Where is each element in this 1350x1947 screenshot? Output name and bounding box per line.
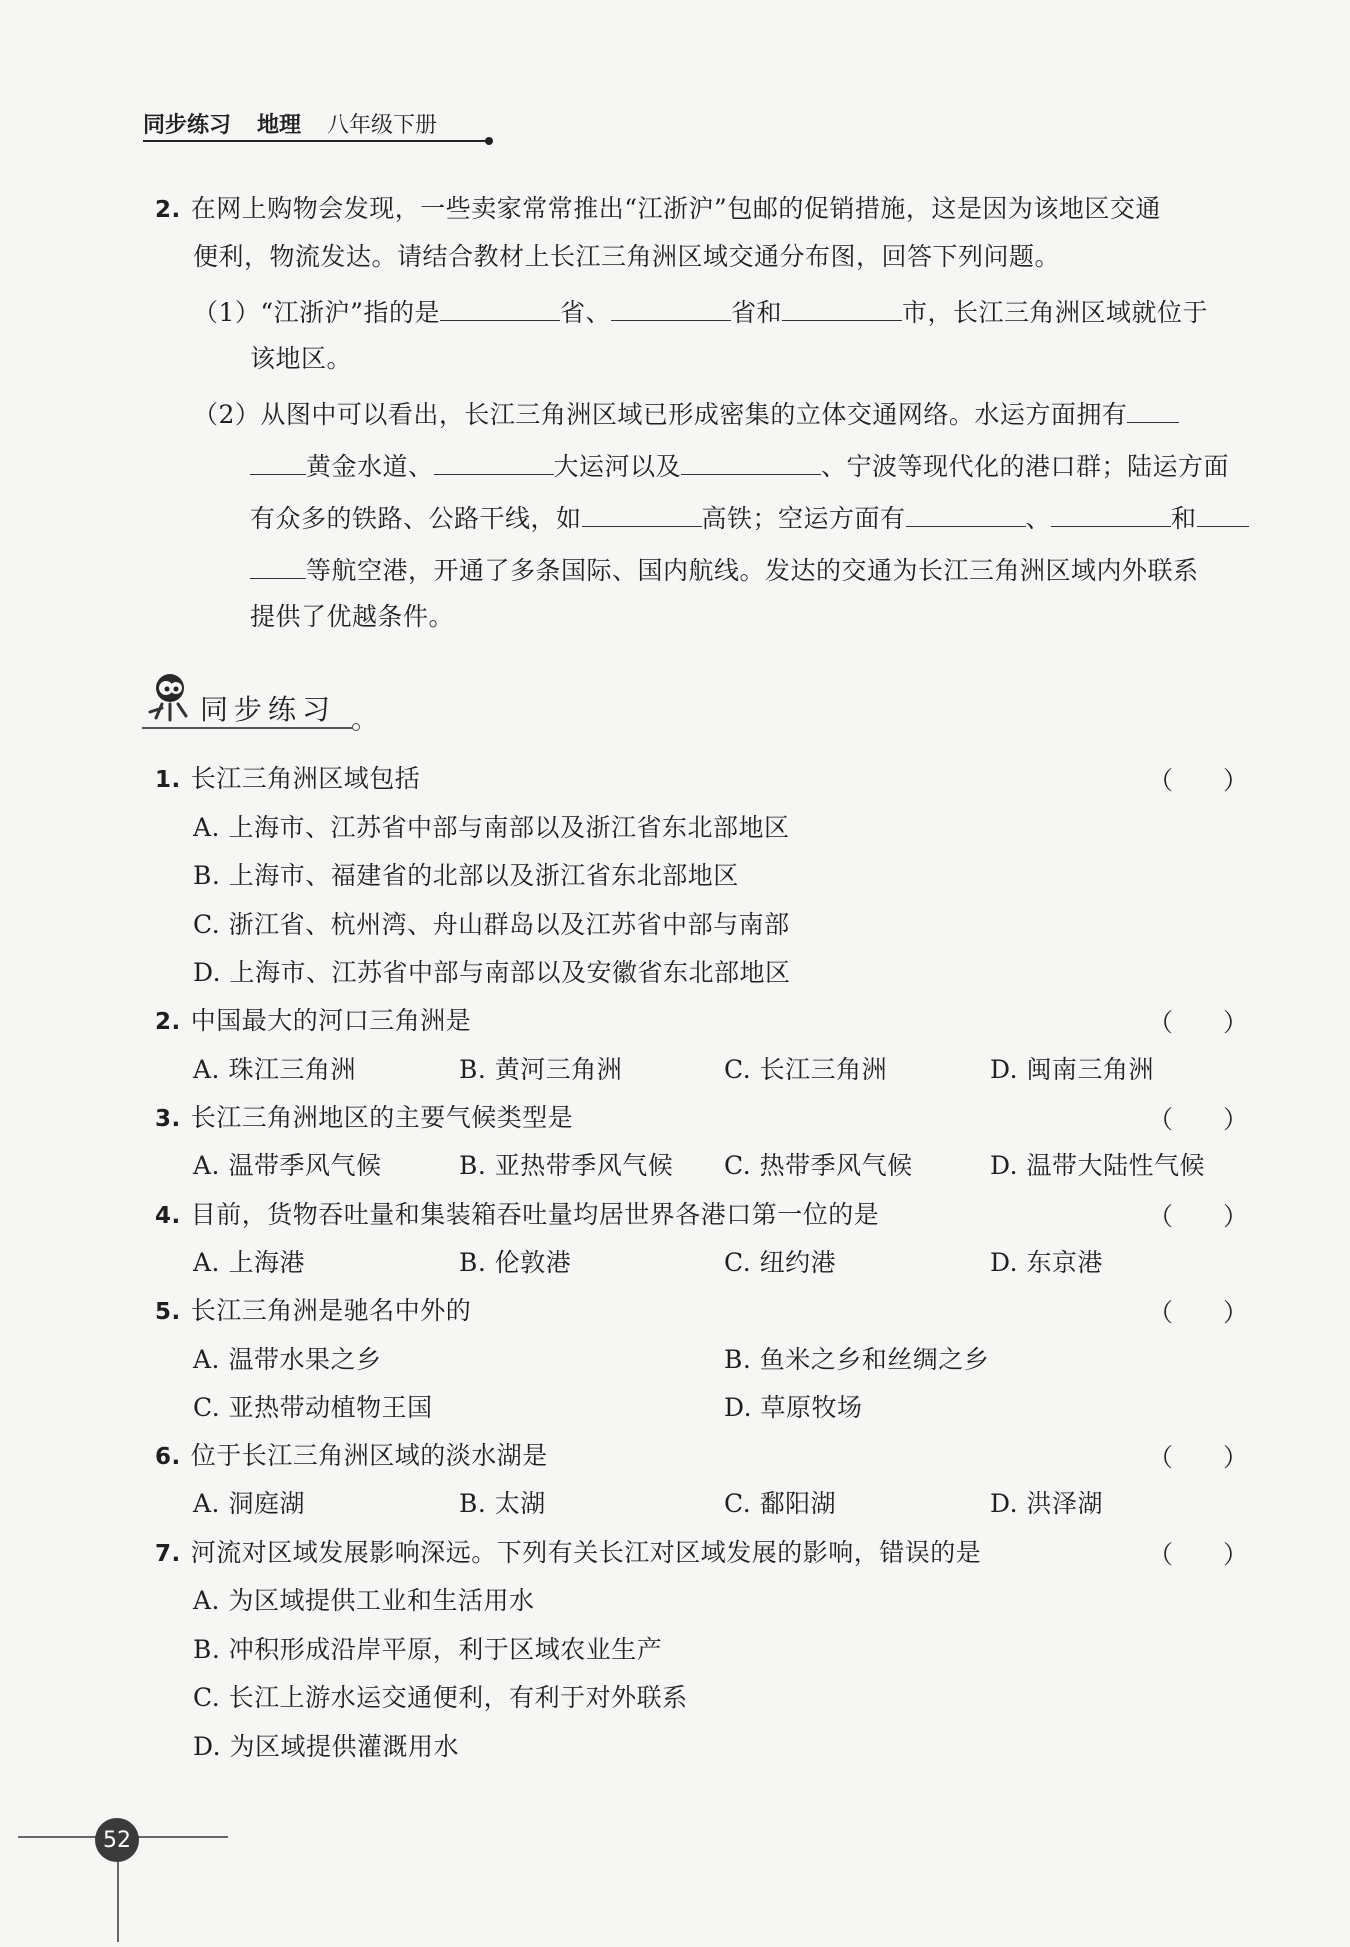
intro-q2-line2: 便利，物流发达。请结合教材上长江三角洲区域交通分布图，回答下列问题。 xyxy=(193,242,1061,271)
running-header xyxy=(143,108,437,140)
intro-q2-line1: 2. 在网上购物会发现，一些卖家常常推出“江浙沪”包邮的促销措施，这是因为该地区交通 xyxy=(155,194,1161,223)
option[interactable]: A. 温带水果之乡 xyxy=(193,1345,382,1374)
option[interactable]: A. 上海港 xyxy=(193,1248,305,1277)
question-number: 2. xyxy=(155,1009,181,1035)
answer-blank[interactable] xyxy=(434,448,554,475)
answer-paren[interactable]: （ ） xyxy=(1148,1540,1249,1569)
header-subject: 地理 xyxy=(257,113,302,138)
question-4: 4. 目前，货物吞吐量和集装箱吞吐量均居世界各港口第一位的是 xyxy=(155,1200,880,1229)
option[interactable]: D. 为区域提供灌溉用水 xyxy=(193,1732,460,1761)
option[interactable]: D. 闽南三角洲 xyxy=(990,1055,1155,1084)
answer-paren[interactable]: （ ） xyxy=(1148,1105,1249,1134)
question-6: 6. 位于长江三角洲区域的淡水湖是 xyxy=(155,1441,548,1470)
option[interactable]: A. 温带季风气候 xyxy=(193,1151,382,1180)
section-title: 同步练习 xyxy=(200,693,337,726)
answer-paren[interactable]: （ ） xyxy=(1148,1298,1249,1327)
answer-blank[interactable] xyxy=(1051,500,1171,527)
answer-blank[interactable] xyxy=(250,552,306,579)
option[interactable]: B. 上海市、福建省的北部以及浙江省东北部地区 xyxy=(193,861,739,890)
question-number: 7. xyxy=(155,1541,181,1567)
option[interactable]: D. 草原牧场 xyxy=(724,1393,863,1422)
sub-question-1-cont: 该地区。 xyxy=(250,344,353,373)
sub-question-2-line3: 有众多的铁路、公路干线，如 高铁；空运方面有 、 和 xyxy=(250,500,1249,536)
option[interactable]: C. 长江上游水运交通便利，有利于对外联系 xyxy=(193,1683,688,1712)
option[interactable]: D. 东京港 xyxy=(990,1248,1104,1277)
answer-blank[interactable] xyxy=(582,500,702,527)
option[interactable]: D. 温带大陆性气候 xyxy=(990,1151,1206,1180)
option[interactable]: D. 上海市、江苏省中部与南部以及安徽省东北部地区 xyxy=(193,958,791,987)
header-grade: 八年级下册 xyxy=(327,113,438,138)
option[interactable]: A. 洞庭湖 xyxy=(193,1489,305,1518)
answer-blank[interactable] xyxy=(681,448,821,475)
section-rule-dot xyxy=(352,723,360,731)
question-3: 3. 长江三角洲地区的主要气候类型是 xyxy=(155,1103,574,1132)
option[interactable]: C. 浙江省、杭州湾、舟山群岛以及江苏省中部与南部 xyxy=(193,910,790,939)
question-5: 5. 长江三角洲是驰名中外的 xyxy=(155,1296,472,1325)
question-2: 2. 中国最大的河口三角洲是 xyxy=(155,1006,472,1035)
option[interactable]: B. 伦敦港 xyxy=(459,1248,572,1277)
option[interactable]: C. 亚热带动植物王国 xyxy=(193,1393,433,1422)
option[interactable]: B. 冲积形成沿岸平原，利于区域农业生产 xyxy=(193,1635,663,1664)
question-number: 6. xyxy=(155,1444,181,1470)
answer-paren[interactable]: （ ） xyxy=(1148,766,1249,795)
cartoon-kid-icon xyxy=(140,668,198,726)
option[interactable]: B. 鱼米之乡和丝绸之乡 xyxy=(724,1345,990,1374)
option[interactable]: D. 洪泽湖 xyxy=(990,1489,1104,1518)
option[interactable]: A. 上海市、江苏省中部与南部以及浙江省东北部地区 xyxy=(193,813,790,842)
question-number: 2. xyxy=(155,197,181,223)
question-number: 1. xyxy=(155,767,181,793)
question-7: 7. 河流对区域发展影响深远。下列有关长江对区域发展的影响，错误的是 xyxy=(155,1538,982,1567)
answer-paren[interactable]: （ ） xyxy=(1148,1202,1249,1231)
option[interactable]: B. 太湖 xyxy=(459,1489,546,1518)
sub-question-2-line5: 提供了优越条件。 xyxy=(250,602,455,631)
sub-question-2-line2: 黄金水道、 大运河以及 、宁波等现代化的港口群；陆运方面 xyxy=(250,448,1229,484)
option[interactable]: A. 为区域提供工业和生活用水 xyxy=(193,1586,535,1615)
answer-blank[interactable] xyxy=(906,500,1026,527)
option[interactable]: C. 纽约港 xyxy=(724,1248,837,1277)
option[interactable]: C. 长江三角洲 xyxy=(724,1055,888,1084)
question-number: 4. xyxy=(155,1203,181,1229)
answer-paren[interactable]: （ ） xyxy=(1148,1443,1249,1472)
option[interactable]: C. 热带季风气候 xyxy=(724,1151,913,1180)
question-1: 1. 长江三角洲区域包括 xyxy=(155,764,421,793)
sub-question-2-line4: 等航空港，开通了多条国际、国内航线。发达的交通为长江三角洲区域内外联系 xyxy=(250,552,1199,588)
answer-blank[interactable] xyxy=(611,294,731,321)
answer-blank[interactable] xyxy=(1197,500,1249,527)
header-series: 同步练习 xyxy=(143,113,232,138)
sub-question-1: （1）“江浙沪”指的是 省、 省和 市，长江三角洲区域就位于 xyxy=(193,294,1208,330)
section-rule xyxy=(142,727,355,729)
answer-paren[interactable]: （ ） xyxy=(1148,1008,1249,1037)
header-rule xyxy=(143,140,489,142)
question-number: 5. xyxy=(155,1299,181,1325)
question-number: 3. xyxy=(155,1106,181,1132)
option[interactable]: C. 鄱阳湖 xyxy=(724,1489,837,1518)
option[interactable]: A. 珠江三角洲 xyxy=(193,1055,356,1084)
option[interactable]: B. 黄河三角洲 xyxy=(459,1055,623,1084)
answer-blank[interactable] xyxy=(1127,396,1179,423)
answer-blank[interactable] xyxy=(782,294,902,321)
header-rule-dot xyxy=(485,137,493,145)
page-number: 52 xyxy=(95,1818,139,1862)
answer-blank[interactable] xyxy=(440,294,560,321)
option[interactable]: B. 亚热带季风气候 xyxy=(459,1151,674,1180)
answer-blank[interactable] xyxy=(250,448,306,475)
sub-question-2-line1: （2）从图中可以看出，长江三角洲区域已形成密集的立体交通网络。水运方面拥有 xyxy=(193,396,1179,432)
